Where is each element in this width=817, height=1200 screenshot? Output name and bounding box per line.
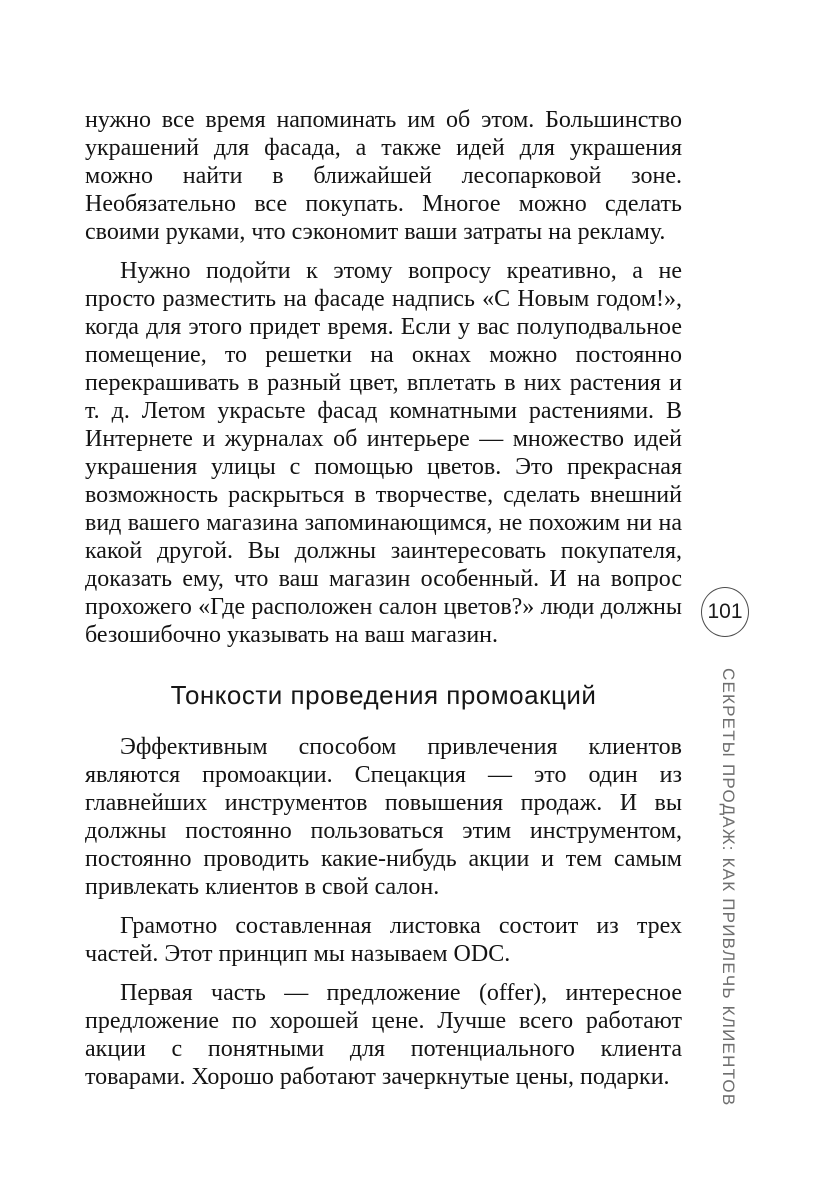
paragraph-continuation: нужно все время напоминать им об этом. Большинство украшений для фасада, а также идей для украшения можно найти в ближайшей лесопарковой зоне. Необязательно все покупать. Многое можно сделать своими руками, что сэкономит ваши затраты на рекламу. [85, 107, 682, 245]
paragraph: Нужно подойти к этому вопросу креативно, а не просто разместить на фасаде надпись «С Новым годом!», когда для этого придет время. Если у вас полуподвальное помещение, то решетки на окнах можно постоянно перекрашивать в разный цвет, вплетать в них растения и т. д. Летом украсьте фасад комнатными растениями. В Интернете и журналах об интерьере — множество идей украшения улицы с помощью цветов. Это прекрасная возможность раскрыться в творчестве, сделать внешний вид вашего магазина запоминающимся, не похожим ни на какой другой. Вы должны заинтересовать покупателя, доказать ему, что ваш магазин особенный. И на вопрос прохожего «Где расположен салон цветов?» люди должны безошибочно указывать на ваш магазин. [85, 258, 682, 648]
section-heading: Тонкости проведения промоакций [170, 680, 597, 710]
paragraph: Эффективным способом привлечения клиентов являются промоакции. Спецакция — это один из главнейших инструментов повышения продаж. И вы должны постоянно пользоваться этим инструментом, постоянно проводить какие-нибудь акции и тем самым привлекать клиентов в свой салон. [85, 734, 682, 900]
spine-title: СЕКРЕТЫ ПРОДАЖ: КАК ПРИВЛЕЧЬ КЛИЕНТОВ [719, 668, 738, 1107]
paragraph: Первая часть — предложение (offer), интересное предложение по хорошей цене. Лучше всего работают акции с понятными для потенциального клиента товарами. Хорошо работают зачеркнутые цены, подарки. [85, 980, 682, 1090]
text-column [85, 106, 682, 1102]
page-number-badge: 101 [701, 587, 749, 637]
paragraph: Грамотно составленная листовка состоит из трех частей. Этот принцип мы называем ODC. [85, 913, 682, 967]
